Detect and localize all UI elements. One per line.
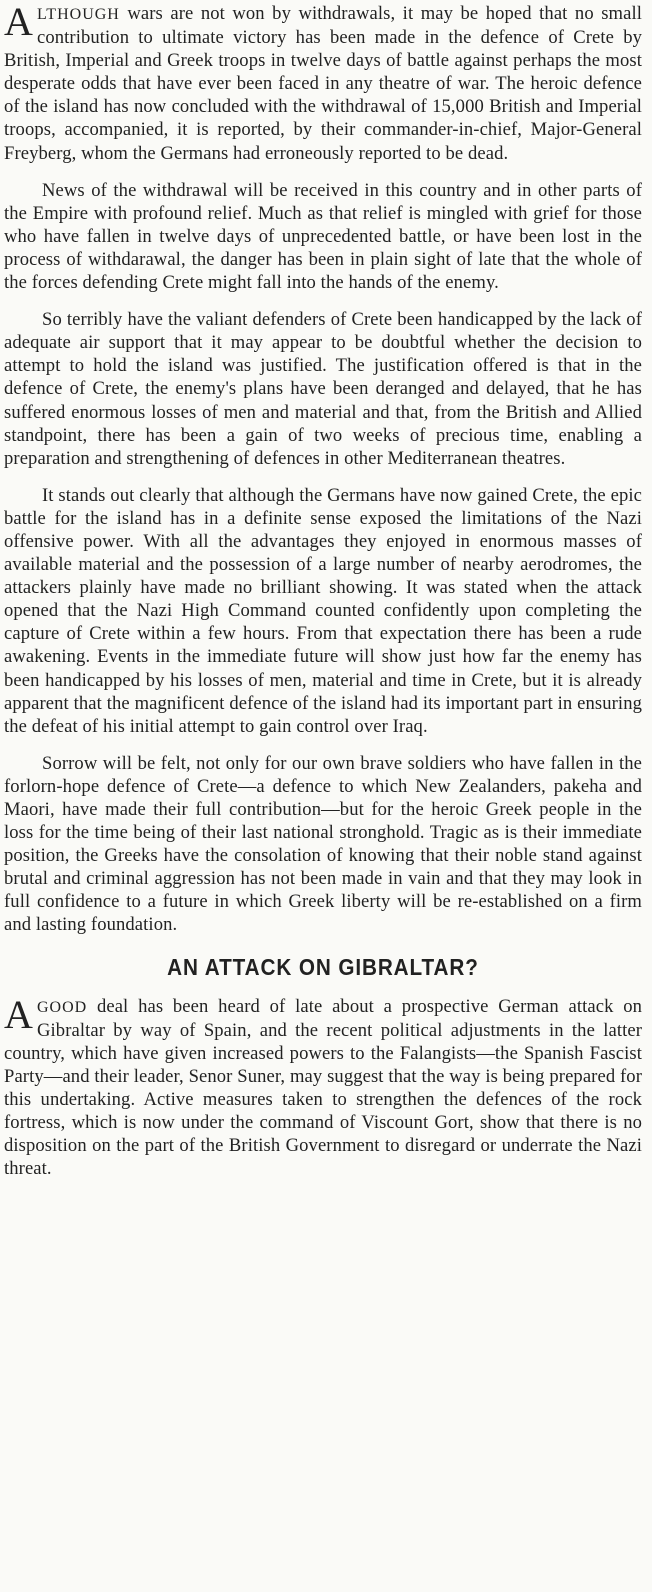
article-paragraph: So terribly have the valiant defenders of Crete been handicapped by the lack of adequate air support that it may appear to be doubtful whether the decision to attempt to hold the island was justified. The justification offered is that in the defence of Crete, the enemy's plans have been deranged and delayed, that he has suffered enormous losses of men and material and that, from the British and Allied standpoint, there has been a gain of two weeks of precious time, enabling a preparation and strengthening of defences in other Mediterranean theatres. <box>4 309 642 469</box>
article-paragraph: News of the withdrawal will be received in this country and in other parts of the Empire with profound relief. Much as that relief is mingled with grief for those who have fallen in twelve days of unprecedented battle, or have been lost in the process of withdarawal, the danger has been in plain sight of late that the whole of the forces defending Crete might fall into the hands of the enemy. <box>4 179 642 294</box>
article-paragraph <box>4 991 642 1181</box>
headline: AN ATTACK ON GIBRALTAR? <box>167 953 479 980</box>
lead-word: GOOD <box>37 998 88 1016</box>
drop-cap: A <box>4 991 33 1037</box>
drop-cap: A <box>4 0 33 44</box>
article-gibraltar <box>4 953 642 1181</box>
paragraph-text: wars are not won by withdrawals, it may be hoped that no small contribution to ultimate victory has been made in the defence of Crete by British, Imperial and Greek troops in twelve days of battle against perhaps the most desperate odds that have ever been faced in any theatre of war. The heroic defence of the island has now concluded with the withdrawal of 15,000 British and Imperial troops, accompanied, it is reported, by their commander-in-chief, Major-General Freyberg, whom the Germans had erroneously reported to be dead. <box>4 3 642 164</box>
article-paragraph: It stands out clearly that although the Germans have now gained Crete, the epic battle for the island has in a definite sense exposed the limitations of the Nazi offensive power. With all the advantages they enjoyed in enormous masses of available material and the possession of a large number of nearby aerodromes, the attackers plainly have made no brilliant showing. It was stated when the attack opened that the Nazi High Command counted confidently upon completing the capture of Crete within a few hours. From that expectation there has been a rude awakening. Events in the immediate future will show just how far the enemy has been handicapped by his losses of men, material and time in Crete, but it is already apparent that the magnificent defence of the island had its important part in ensuring the defeat of his initial attempt to gain control over Iraq. <box>4 484 642 737</box>
article-paragraph <box>4 0 642 165</box>
article-crete <box>4 0 642 937</box>
article-paragraph: Sorrow will be felt, not only for our own brave soldiers who have fallen in the forlorn-hope defence of Crete—a defence to which New Zealanders, pakeha and Maori, have made their full contribution—but for the heroic Greek people in the loss for the time being of their last national stronghold. Tragic as is their immediate position, the Greeks have the consolation of knowing that their noble stand against brutal and criminal aggression has not been made in vain and that they may look in full confidence to a future in which Greek liberty will be re-established on a firm and lasting foundation. <box>4 752 642 936</box>
paragraph-text: deal has been heard of late about a prospective German attack on Gibraltar by way of Spain, and the recent political adjustments in the latter country, which have given increased powers to the Falangists—the Spanish Fascist Party—and their leader, Senor Suner, may suggest that the way is being prepared for this undertaking. Active measures taken to strengthen the defences of the rock fortress, which is now under the command of Viscount Gort, show that there is no disposition on the part of the British Government to disregard or underrate the Nazi threat. <box>4 995 642 1180</box>
lead-word: LTHOUGH <box>37 6 120 23</box>
